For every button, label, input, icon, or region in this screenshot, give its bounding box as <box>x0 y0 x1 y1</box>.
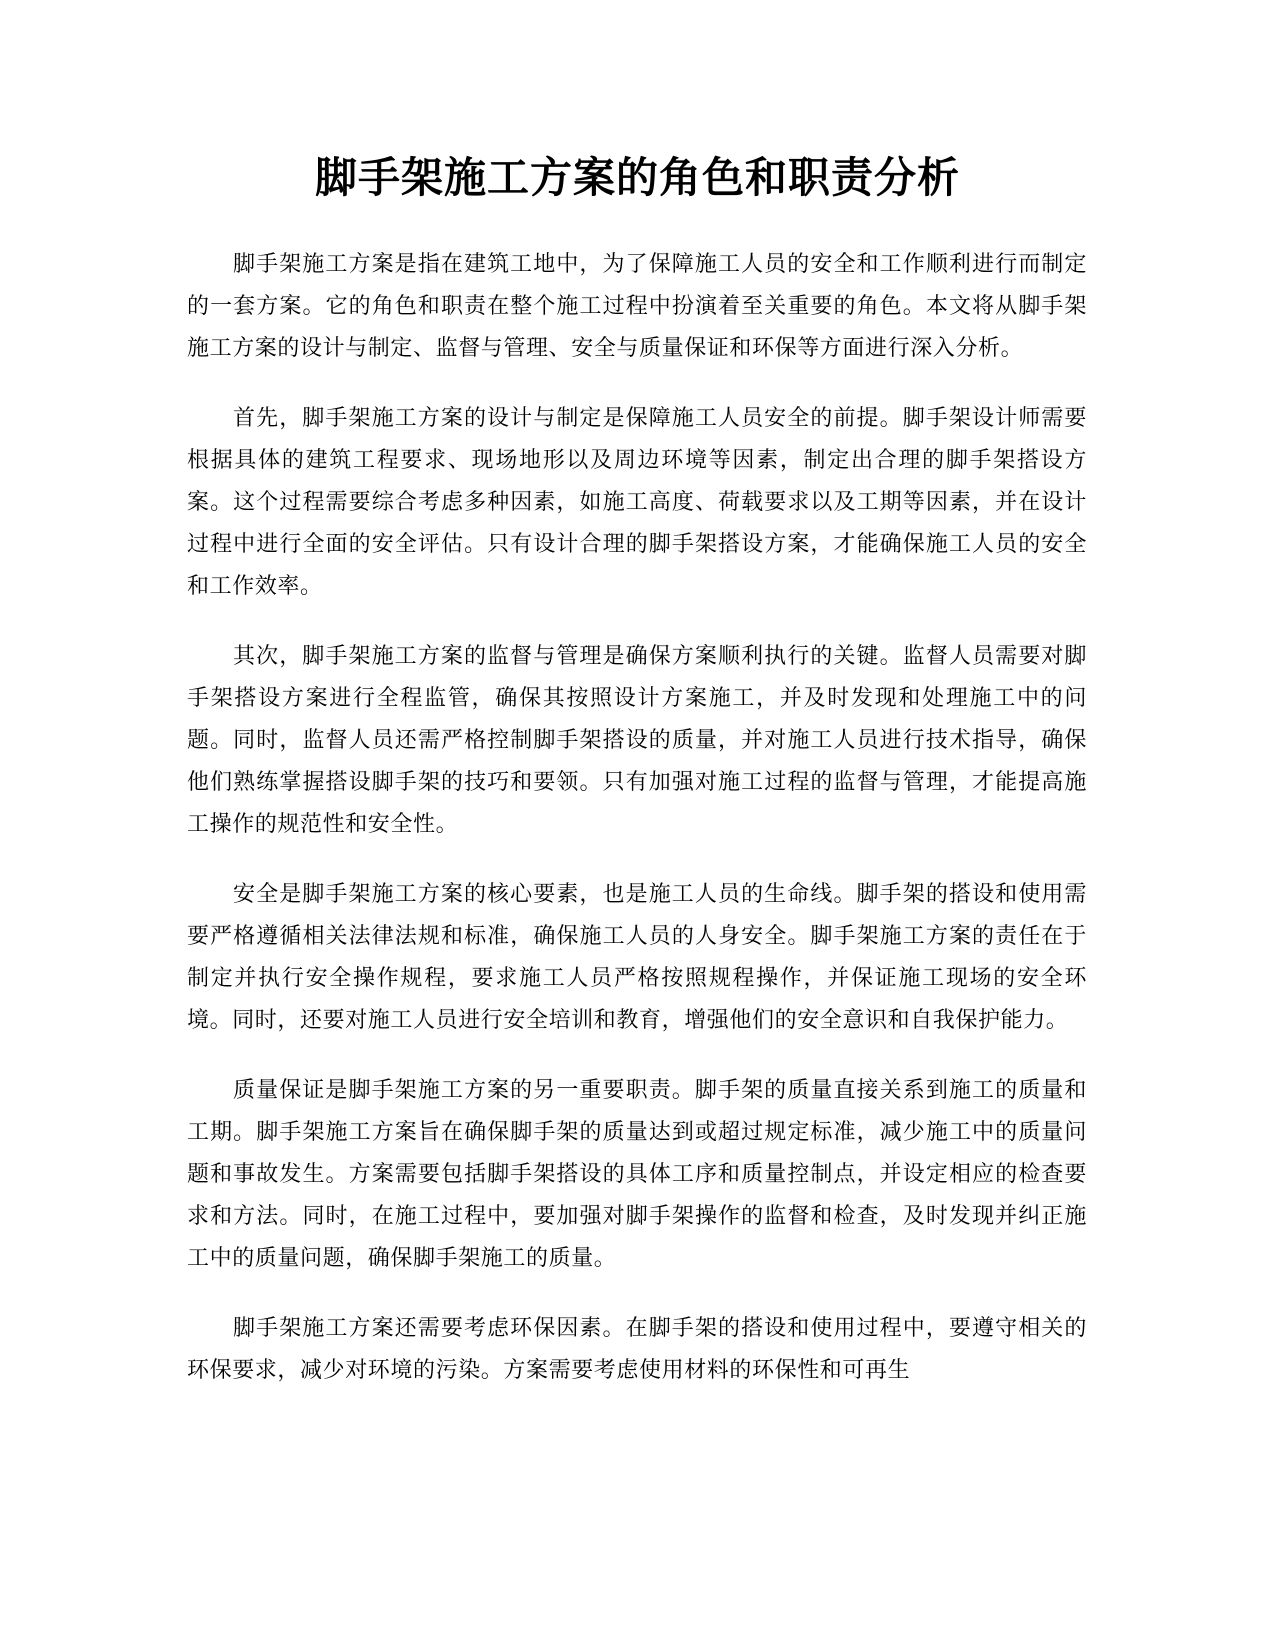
document-body <box>187 244 1087 1420</box>
paragraph-intro: 脚手架施工方案是指在建筑工地中，为了保障施工人员的安全和工作顺利进行而制定的一套方案。它的角色和职责在整个施工过程中扮演着至关重要的角色。本文将从脚手架施工方案的设计与制定、监督与管理、安全与质量保证和环保等方面进行深入分析。 <box>187 252 1087 361</box>
paragraph-design: 首先，脚手架施工方案的设计与制定是保障施工人员安全的前提。脚手架设计师需要根据具体的建筑工程要求、现场地形以及周边环境等因素，制定出合理的脚手架搭设方案。这个过程需要综合考虑多种因素，如施工高度、荷载要求以及工期等因素，并在设计过程中进行全面的安全评估。只有设计合理的脚手架搭设方案，才能确保施工人员的安全和工作效率。 <box>187 406 1087 599</box>
page-title: 脚手架施工方案的角色和职责分析 <box>314 153 960 202</box>
paragraph-quality: 质量保证是脚手架施工方案的另一重要职责。脚手架的质量直接关系到施工的质量和工期。脚手架施工方案旨在确保脚手架的质量达到或超过规定标准，减少施工中的质量问题和事故发生。方案需要包括脚手架搭设的具体工序和质量控制点，并设定相应的检查要求和方法。同时，在施工过程中，要加强对脚手架操作的监督和检查，及时发现并纠正施工中的质量问题，确保脚手架施工的质量。 <box>187 1078 1087 1271</box>
paragraph-environment: 脚手架施工方案还需要考虑环保因素。在脚手架的搭设和使用过程中，要遵守相关的环保要求，减少对环境的污染。方案需要考虑使用材料的环保性和可再生 <box>187 1316 1087 1383</box>
paragraph-supervision: 其次，脚手架施工方案的监督与管理是确保方案顺利执行的关键。监督人员需要对脚手架搭设方案进行全程监管，确保其按照设计方案施工，并及时发现和处理施工中的问题。同时，监督人员还需严格控制脚手架搭设的质量，并对施工人员进行技术指导，确保他们熟练掌握搭设脚手架的技巧和要领。只有加强对施工过程的监督与管理，才能提高施工操作的规范性和安全性。 <box>187 644 1087 837</box>
paragraph-safety: 安全是脚手架施工方案的核心要素，也是施工人员的生命线。脚手架的搭设和使用需要严格遵循相关法律法规和标准，确保施工人员的人身安全。脚手架施工方案的责任在于制定并执行安全操作规程，要求施工人员严格按照规程操作，并保证施工现场的安全环境。同时，还要对施工人员进行安全培训和教育，增强他们的安全意识和自我保护能力。 <box>187 882 1087 1033</box>
